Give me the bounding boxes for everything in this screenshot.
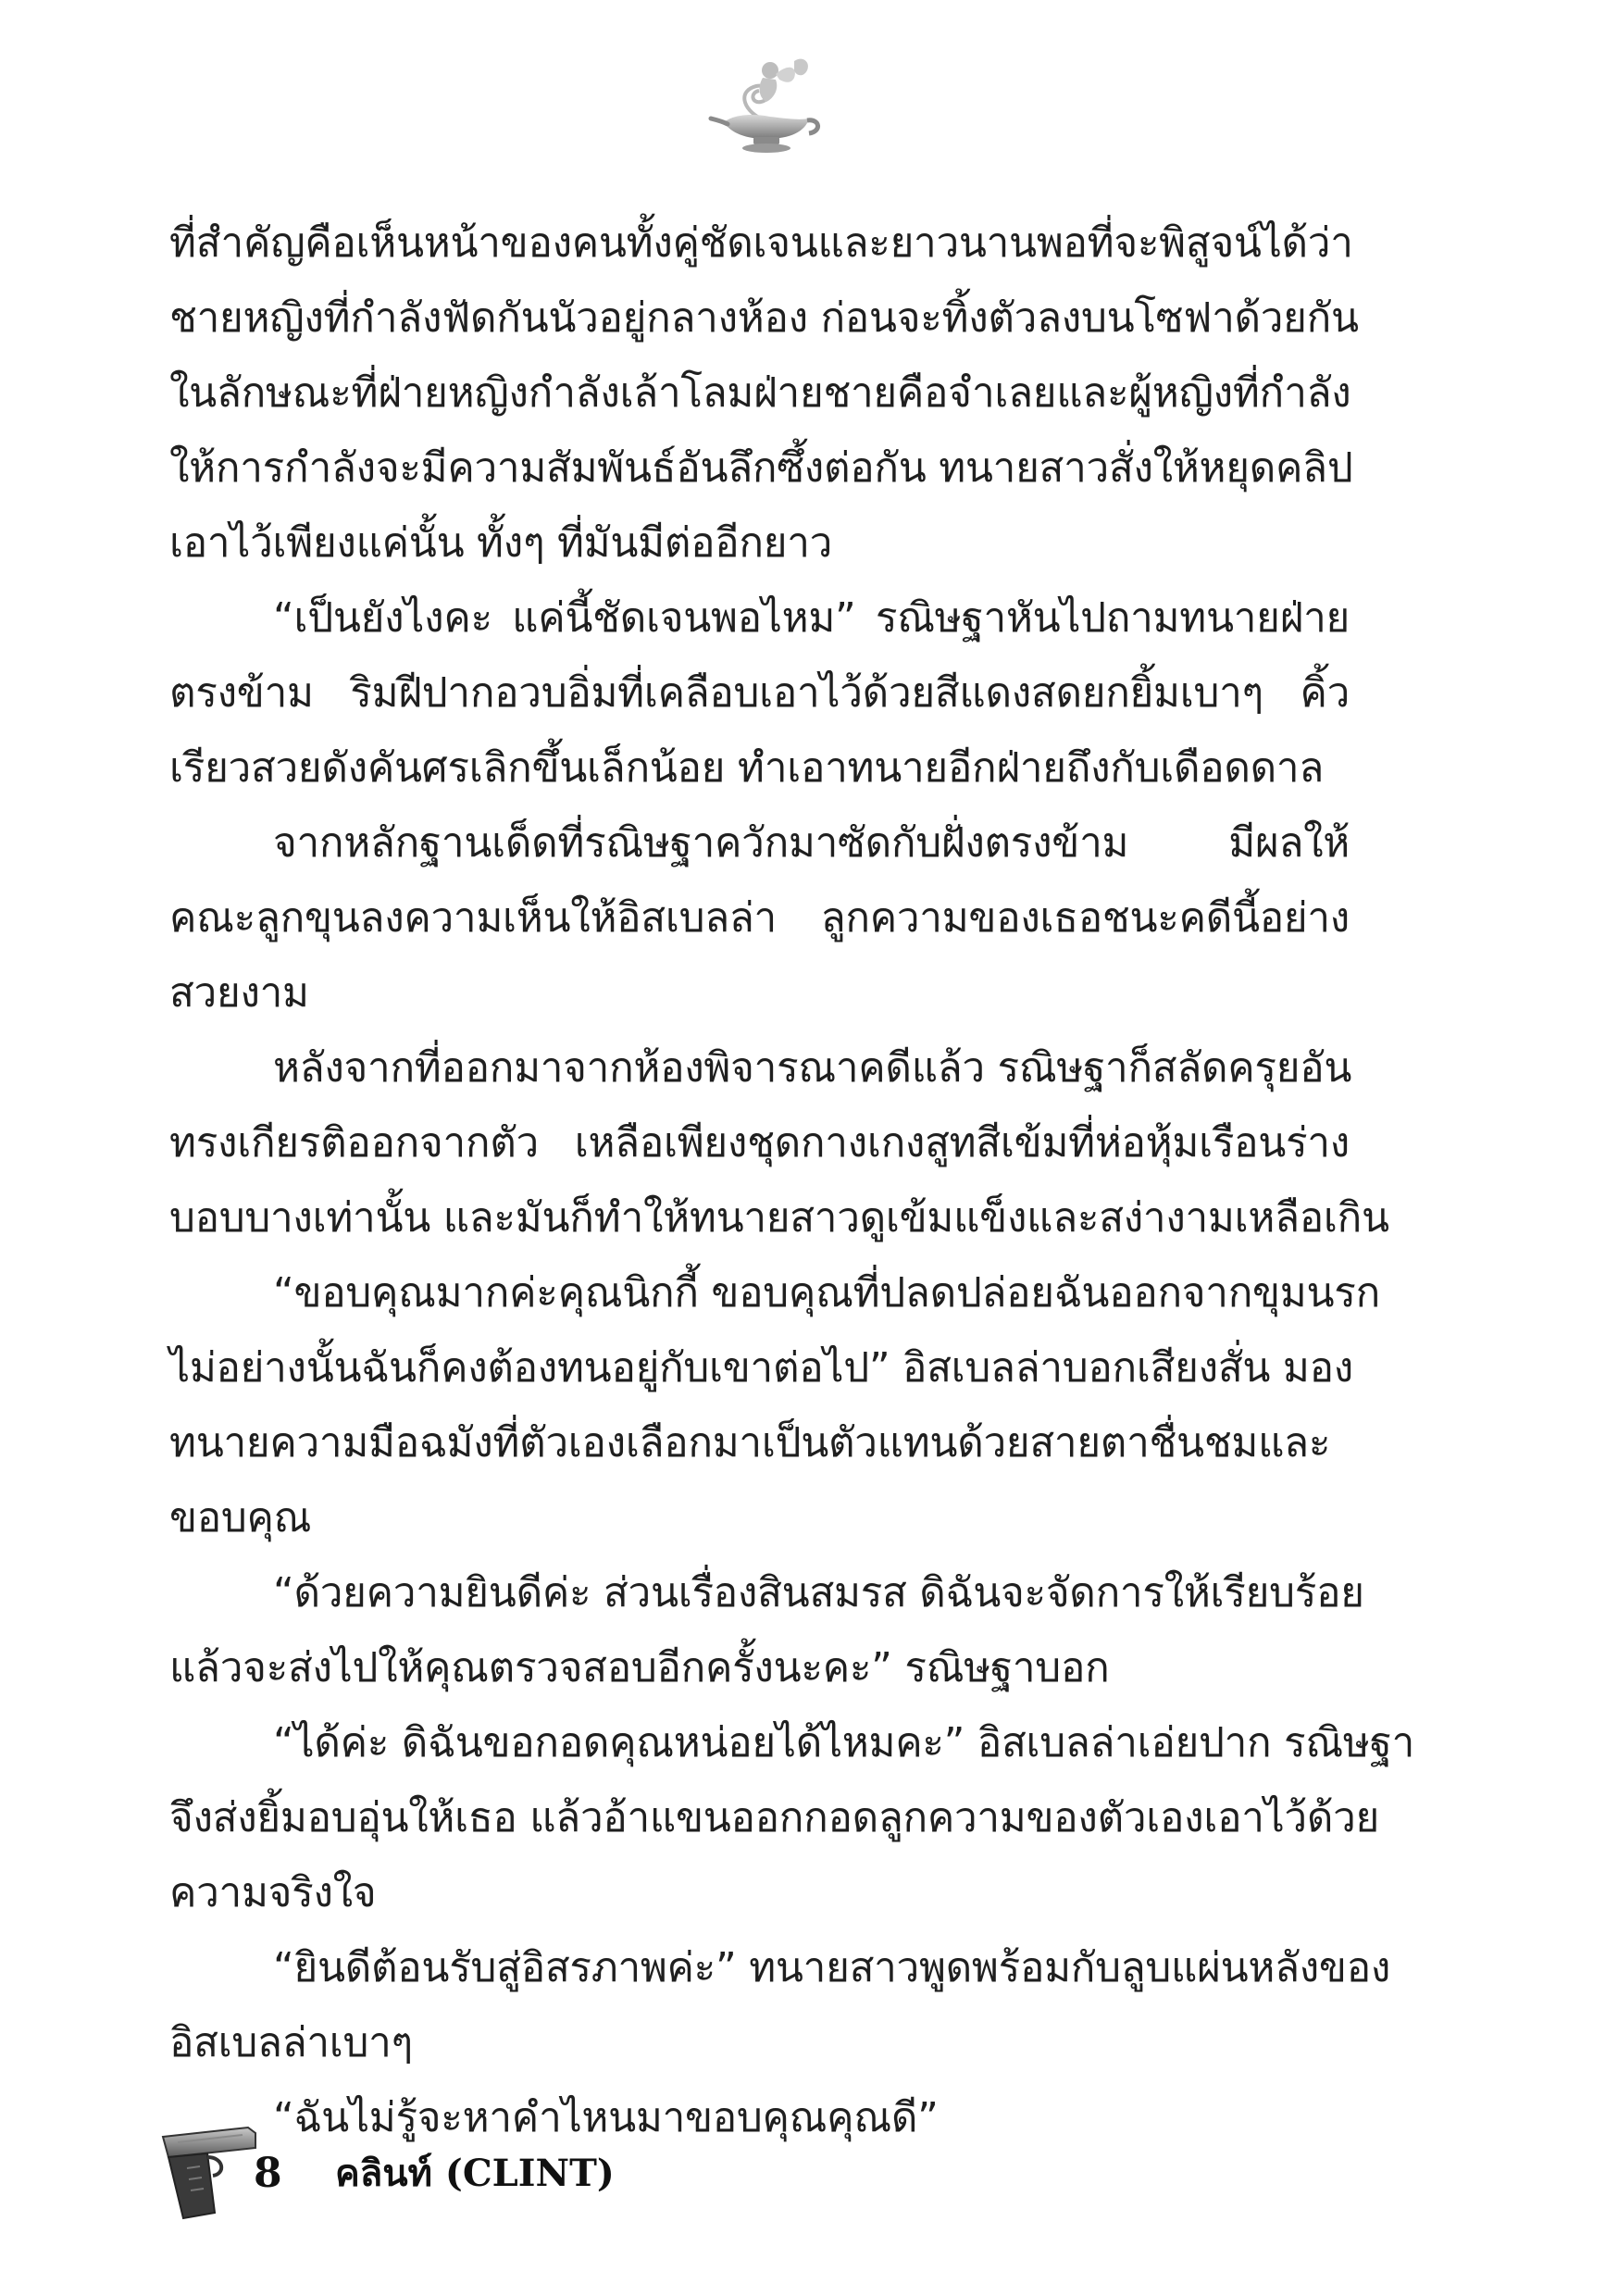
page-number: 8 [254, 2150, 282, 2197]
text-line: อิสเบลล่าเบาๆ [169, 2019, 413, 2066]
text-line: ตรงข้าม ริมฝีปากอวบอิ่มที่เคลือบเอาไว้ด้วยสีแดงสดยกยิ้มเบาๆ คิ้ว [169, 669, 1350, 717]
text-line: “ขอบคุณมากค่ะคุณนิกกี้ ขอบคุณที่ปลดปล่อยฉันออกจากขุมนรก [273, 1269, 1380, 1316]
text-line: “เป็นยังไงคะ แค่นี้ชัดเจนพอไหม” รณิษฐาหันไปถามทนายฝ่าย [273, 594, 1350, 642]
text-line: ความจริงใจ [169, 1869, 377, 1916]
text-line: เอาไว้เพียงแค่นั้น ทั้งๆ ที่มันมีต่ออีกยาว [169, 519, 833, 567]
page-footer [159, 2120, 807, 2222]
text-line: “ยินดีต้อนรับสู่อิสรภาพค่ะ” ทนายสาวพูดพร้อมกับลูบแผ่นหลังของ [273, 1944, 1391, 1991]
text-line: ในลักษณะที่ฝ่ายหญิงกำลังเล้าโลมฝ่ายชายคือจำเลยและผู้หญิงที่กำลัง [169, 369, 1351, 417]
genie-lamp-ornament-icon [705, 54, 826, 156]
pistol-icon [159, 2120, 263, 2222]
text-line: ไม่อย่างนั้นฉันก็คงต้องทนอยู่กับเขาต่อไป” อิสเบลล่าบอกเสียงสั่น มอง [169, 1344, 1353, 1391]
text-line: คณะลูกขุนลงความเห็นให้อิสเบลล่า ลูกความของเธอชนะคดีนี้อย่าง [169, 894, 1350, 942]
text-line: แล้วจะส่งไปให้คุณตรวจสอบอีกครั้งนะคะ” รณิษฐาบอก [169, 1644, 1110, 1691]
text-line: เรียวสวยดังคันศรเลิกขึ้นเล็กน้อย ทำเอาทนายอีกฝ่ายถึงกับเดือดดาล [169, 744, 1324, 792]
text-line: จากหลักฐานเด็ดที่รณิษฐาควักมาซัดกับฝั่งตรงข้าม มีผลให้ [273, 819, 1350, 867]
text-line: “ได้ค่ะ ดิฉันขอกอดคุณหน่อยได้ไหมคะ” อิสเบลล่าเอ่ยปาก รณิษฐา [273, 1719, 1414, 1766]
text-line: บอบบางเท่านั้น และมันก็ทำให้ทนายสาวดูเข้มแข็งและสง่างามเหลือเกิน [169, 1194, 1389, 1242]
text-line: ขอบคุณ [169, 1494, 312, 1541]
text-line: ที่สำคัญคือเห็นหน้าของคนทั้งคู่ชัดเจนและยาวนานพอที่จะพิสูจน์ได้ว่า [169, 219, 1353, 267]
text-line: หลังจากที่ออกมาจากห้องพิจารณาคดีแล้ว รณิษฐาก็สลัดครุยอัน [273, 1044, 1352, 1092]
text-line: ทรงเกียรติออกจากตัว เหลือเพียงชุดกางเกงสูทสีเข้มที่ห่อหุ้มเรือนร่าง [169, 1119, 1350, 1167]
text-line: ชายหญิงที่กำลังฟัดกันนัวอยู่กลางห้อง ก่อนจะทิ้งตัวลงบนโซฟาด้วยกัน [169, 294, 1359, 342]
text-line: จึงส่งยิ้มอบอุ่นให้เธอ แล้วอ้าแขนออกกอดลูกความของตัวเองเอาไว้ด้วย [169, 1794, 1380, 1841]
text-line: “ฉันไม่รู้จะหาคำไหนมาขอบคุณคุณดี” [273, 2094, 939, 2141]
text-line: ให้การกำลังจะมีความสัมพันธ์อันลึกซึ้งต่อกัน ทนายสาวสั่งให้หยุดคลิป [169, 444, 1353, 492]
text-line: สวยงาม [169, 969, 309, 1017]
body-text [169, 206, 1414, 2155]
text-line: ทนายความมือฉมังที่ตัวเองเลือกมาเป็นตัวแทนด้วยสายตาชื่นชมและ [169, 1419, 1331, 1466]
text-line: “ด้วยความยินดีค่ะ ส่วนเรื่องสินสมรส ดิฉันจะจัดการให้เรียบร้อย [273, 1569, 1364, 1616]
book-title: คลินท์ (CLINT) [335, 2152, 615, 2195]
